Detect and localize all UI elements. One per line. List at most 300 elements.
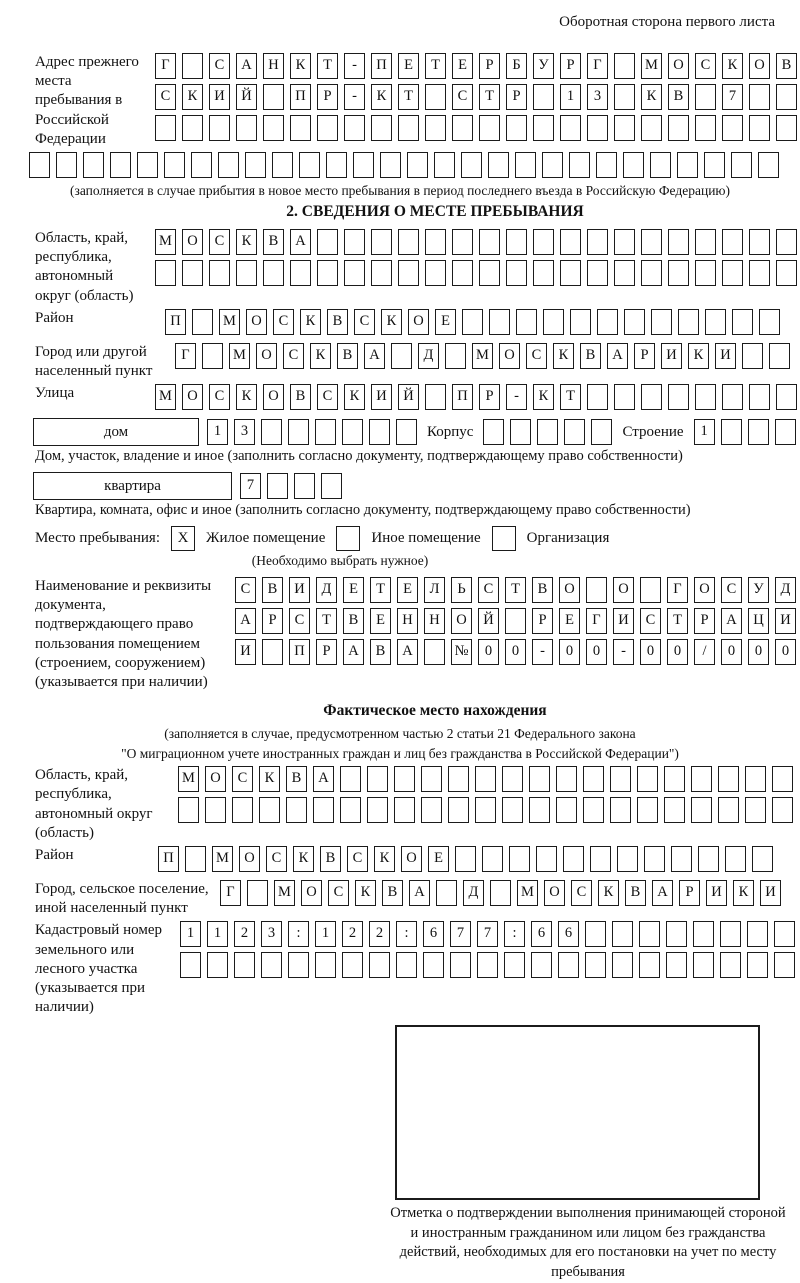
char-cell[interactable] xyxy=(668,115,689,141)
char-cell[interactable] xyxy=(639,921,660,947)
char-cell[interactable]: 0 xyxy=(721,639,742,665)
char-cell[interactable]: Й xyxy=(236,84,257,110)
char-cell[interactable] xyxy=(698,846,719,872)
char-cell[interactable] xyxy=(369,952,390,978)
char-cell[interactable] xyxy=(749,229,770,255)
char-cell[interactable] xyxy=(396,952,417,978)
char-cell[interactable] xyxy=(610,797,631,823)
char-cell[interactable] xyxy=(234,952,255,978)
checkbox-residential[interactable]: X xyxy=(171,526,195,551)
char-cell[interactable] xyxy=(263,260,284,286)
char-cell[interactable] xyxy=(155,115,176,141)
char-cell[interactable]: Р xyxy=(532,608,553,634)
char-cell[interactable]: С xyxy=(289,608,310,634)
char-cell[interactable] xyxy=(340,766,361,792)
char-cell[interactable]: С xyxy=(155,84,176,110)
char-cell[interactable] xyxy=(776,384,797,410)
char-cell[interactable]: К xyxy=(310,343,331,369)
char-cell[interactable]: Т xyxy=(560,384,581,410)
char-cell[interactable] xyxy=(695,229,716,255)
char-cell[interactable] xyxy=(452,229,473,255)
char-cell[interactable]: 0 xyxy=(775,639,796,665)
char-cell[interactable]: К xyxy=(598,880,619,906)
char-cell[interactable] xyxy=(509,846,530,872)
char-cell[interactable] xyxy=(617,846,638,872)
char-cell[interactable] xyxy=(267,473,288,499)
char-cell[interactable] xyxy=(263,115,284,141)
char-cell[interactable] xyxy=(236,115,257,141)
char-cell[interactable]: В xyxy=(580,343,601,369)
char-cell[interactable]: С xyxy=(640,608,661,634)
char-cell[interactable]: С xyxy=(695,53,716,79)
char-cell[interactable]: 0 xyxy=(586,639,607,665)
char-cell[interactable]: О xyxy=(239,846,260,872)
char-cell[interactable]: О xyxy=(246,309,267,335)
char-cell[interactable]: В xyxy=(776,53,797,79)
char-cell[interactable] xyxy=(668,260,689,286)
char-cell[interactable] xyxy=(666,952,687,978)
char-cell[interactable]: Ц xyxy=(748,608,769,634)
char-cell[interactable] xyxy=(313,797,334,823)
char-cell[interactable] xyxy=(742,343,763,369)
char-cell[interactable] xyxy=(425,229,446,255)
char-cell[interactable]: К xyxy=(344,384,365,410)
char-cell[interactable]: Р xyxy=(634,343,655,369)
char-cell[interactable]: Е xyxy=(397,577,418,603)
char-cell[interactable] xyxy=(745,766,766,792)
char-cell[interactable]: К xyxy=(688,343,709,369)
char-cell[interactable]: 6 xyxy=(558,921,579,947)
char-cell[interactable]: Г xyxy=(155,53,176,79)
char-cell[interactable] xyxy=(502,797,523,823)
char-cell[interactable] xyxy=(394,766,415,792)
char-cell[interactable] xyxy=(191,152,212,178)
char-cell[interactable] xyxy=(290,115,311,141)
char-cell[interactable]: Р xyxy=(316,639,337,665)
char-cell[interactable] xyxy=(202,343,223,369)
char-cell[interactable]: О xyxy=(749,53,770,79)
char-cell[interactable]: С xyxy=(347,846,368,872)
char-cell[interactable] xyxy=(641,384,662,410)
char-cell[interactable]: У xyxy=(748,577,769,603)
char-cell[interactable] xyxy=(436,880,457,906)
char-cell[interactable] xyxy=(752,846,773,872)
char-cell[interactable] xyxy=(587,260,608,286)
char-cell[interactable]: В xyxy=(382,880,403,906)
char-cell[interactable] xyxy=(340,797,361,823)
char-cell[interactable] xyxy=(774,921,795,947)
char-cell[interactable]: Т xyxy=(316,608,337,634)
char-cell[interactable]: 3 xyxy=(587,84,608,110)
char-cell[interactable] xyxy=(398,260,419,286)
char-cell[interactable]: Т xyxy=(317,53,338,79)
char-cell[interactable]: О xyxy=(205,766,226,792)
char-cell[interactable] xyxy=(705,309,726,335)
char-cell[interactable]: Т xyxy=(370,577,391,603)
char-cell[interactable] xyxy=(506,229,527,255)
char-cell[interactable]: 0 xyxy=(667,639,688,665)
char-cell[interactable]: 6 xyxy=(531,921,552,947)
char-cell[interactable] xyxy=(482,846,503,872)
char-cell[interactable] xyxy=(461,152,482,178)
char-cell[interactable] xyxy=(380,152,401,178)
char-cell[interactable]: К xyxy=(236,229,257,255)
char-cell[interactable]: / xyxy=(694,639,715,665)
char-cell[interactable] xyxy=(83,152,104,178)
char-cell[interactable]: 7 xyxy=(240,473,261,499)
char-cell[interactable]: Г xyxy=(587,53,608,79)
char-cell[interactable]: О xyxy=(559,577,580,603)
char-cell[interactable] xyxy=(695,84,716,110)
char-cell[interactable]: С xyxy=(526,343,547,369)
char-cell[interactable]: Р xyxy=(479,53,500,79)
char-cell[interactable]: Г xyxy=(175,343,196,369)
char-cell[interactable] xyxy=(110,152,131,178)
char-cell[interactable]: 1 xyxy=(694,419,715,445)
char-cell[interactable]: И xyxy=(661,343,682,369)
char-cell[interactable]: : xyxy=(396,921,417,947)
char-cell[interactable] xyxy=(666,921,687,947)
char-cell[interactable] xyxy=(398,229,419,255)
char-cell[interactable]: О xyxy=(301,880,322,906)
char-cell[interactable] xyxy=(288,419,309,445)
char-cell[interactable]: - xyxy=(613,639,634,665)
char-cell[interactable] xyxy=(209,260,230,286)
char-cell[interactable]: К xyxy=(300,309,321,335)
char-cell[interactable]: О xyxy=(544,880,565,906)
char-cell[interactable]: С xyxy=(452,84,473,110)
char-cell[interactable] xyxy=(614,229,635,255)
char-cell[interactable]: И xyxy=(209,84,230,110)
char-cell[interactable]: Т xyxy=(667,608,688,634)
char-cell[interactable] xyxy=(558,952,579,978)
char-cell[interactable] xyxy=(421,797,442,823)
char-cell[interactable] xyxy=(533,84,554,110)
char-cell[interactable] xyxy=(489,309,510,335)
char-cell[interactable] xyxy=(640,577,661,603)
char-cell[interactable]: К xyxy=(722,53,743,79)
char-cell[interactable] xyxy=(425,260,446,286)
char-cell[interactable]: С xyxy=(354,309,375,335)
char-cell[interactable] xyxy=(326,152,347,178)
char-cell[interactable] xyxy=(664,766,685,792)
char-cell[interactable]: О xyxy=(451,608,472,634)
char-cell[interactable]: П xyxy=(290,84,311,110)
char-cell[interactable]: С xyxy=(571,880,592,906)
char-cell[interactable] xyxy=(192,309,213,335)
char-cell[interactable] xyxy=(536,846,557,872)
char-cell[interactable]: О xyxy=(256,343,277,369)
char-cell[interactable] xyxy=(614,53,635,79)
char-cell[interactable] xyxy=(317,260,338,286)
char-cell[interactable]: С xyxy=(328,880,349,906)
char-cell[interactable]: М xyxy=(155,384,176,410)
char-cell[interactable]: Д xyxy=(316,577,337,603)
char-cell[interactable]: М xyxy=(517,880,538,906)
char-cell[interactable] xyxy=(396,419,417,445)
char-cell[interactable] xyxy=(344,260,365,286)
char-cell[interactable]: С xyxy=(266,846,287,872)
char-cell[interactable] xyxy=(731,152,752,178)
char-cell[interactable]: К xyxy=(236,384,257,410)
char-cell[interactable] xyxy=(182,115,203,141)
char-cell[interactable]: О xyxy=(263,384,284,410)
char-cell[interactable] xyxy=(342,952,363,978)
char-cell[interactable]: О xyxy=(182,229,203,255)
char-cell[interactable]: М xyxy=(219,309,240,335)
char-cell[interactable]: - xyxy=(344,84,365,110)
char-cell[interactable] xyxy=(614,84,635,110)
char-cell[interactable] xyxy=(585,921,606,947)
char-cell[interactable] xyxy=(586,577,607,603)
char-cell[interactable] xyxy=(490,880,511,906)
char-cell[interactable]: П xyxy=(158,846,179,872)
char-cell[interactable]: Д xyxy=(775,577,796,603)
char-cell[interactable]: 7 xyxy=(450,921,471,947)
char-cell[interactable] xyxy=(236,260,257,286)
char-cell[interactable] xyxy=(718,766,739,792)
char-cell[interactable]: П xyxy=(371,53,392,79)
char-cell[interactable] xyxy=(288,952,309,978)
char-cell[interactable] xyxy=(164,152,185,178)
char-cell[interactable] xyxy=(691,797,712,823)
char-cell[interactable] xyxy=(367,766,388,792)
char-cell[interactable] xyxy=(691,766,712,792)
char-cell[interactable] xyxy=(272,152,293,178)
char-cell[interactable]: - xyxy=(344,53,365,79)
char-cell[interactable] xyxy=(205,797,226,823)
char-cell[interactable]: 2 xyxy=(369,921,390,947)
char-cell[interactable] xyxy=(614,260,635,286)
char-cell[interactable] xyxy=(315,952,336,978)
char-cell[interactable]: П xyxy=(452,384,473,410)
char-cell[interactable] xyxy=(695,260,716,286)
char-cell[interactable] xyxy=(182,260,203,286)
char-cell[interactable]: 0 xyxy=(748,639,769,665)
char-cell[interactable] xyxy=(747,952,768,978)
char-cell[interactable]: В xyxy=(320,846,341,872)
char-cell[interactable]: 3 xyxy=(261,921,282,947)
char-cell[interactable] xyxy=(398,115,419,141)
char-cell[interactable] xyxy=(704,152,725,178)
char-cell[interactable] xyxy=(407,152,428,178)
char-cell[interactable]: № xyxy=(451,639,472,665)
flat-type-box[interactable] xyxy=(33,472,232,500)
char-cell[interactable]: - xyxy=(506,384,527,410)
char-cell[interactable]: В xyxy=(370,639,391,665)
char-cell[interactable]: Р xyxy=(262,608,283,634)
char-cell[interactable] xyxy=(722,115,743,141)
char-cell[interactable] xyxy=(721,419,742,445)
char-cell[interactable]: А xyxy=(290,229,311,255)
char-cell[interactable]: И xyxy=(760,880,781,906)
char-cell[interactable] xyxy=(425,84,446,110)
char-cell[interactable]: Р xyxy=(679,880,700,906)
char-cell[interactable]: С xyxy=(209,53,230,79)
char-cell[interactable]: Й xyxy=(478,608,499,634)
char-cell[interactable]: 0 xyxy=(559,639,580,665)
char-cell[interactable] xyxy=(644,846,665,872)
char-cell[interactable]: Е xyxy=(398,53,419,79)
char-cell[interactable] xyxy=(56,152,77,178)
char-cell[interactable]: О xyxy=(613,577,634,603)
char-cell[interactable]: Е xyxy=(435,309,456,335)
char-cell[interactable] xyxy=(774,952,795,978)
char-cell[interactable] xyxy=(445,343,466,369)
char-cell[interactable] xyxy=(207,952,228,978)
char-cell[interactable] xyxy=(321,473,342,499)
char-cell[interactable]: А xyxy=(652,880,673,906)
char-cell[interactable]: А xyxy=(313,766,334,792)
char-cell[interactable] xyxy=(775,419,796,445)
char-cell[interactable] xyxy=(745,797,766,823)
char-cell[interactable] xyxy=(450,952,471,978)
char-cell[interactable] xyxy=(483,419,504,445)
char-cell[interactable] xyxy=(637,766,658,792)
char-cell[interactable] xyxy=(748,419,769,445)
char-cell[interactable]: А xyxy=(343,639,364,665)
char-cell[interactable] xyxy=(542,152,563,178)
char-cell[interactable] xyxy=(290,260,311,286)
char-cell[interactable] xyxy=(624,309,645,335)
char-cell[interactable]: А xyxy=(236,53,257,79)
char-cell[interactable] xyxy=(695,115,716,141)
char-cell[interactable]: 0 xyxy=(478,639,499,665)
char-cell[interactable]: С xyxy=(478,577,499,603)
char-cell[interactable] xyxy=(570,309,591,335)
char-cell[interactable]: К xyxy=(290,53,311,79)
char-cell[interactable] xyxy=(678,309,699,335)
char-cell[interactable] xyxy=(155,260,176,286)
char-cell[interactable] xyxy=(455,846,476,872)
char-cell[interactable]: А xyxy=(721,608,742,634)
char-cell[interactable]: 1 xyxy=(180,921,201,947)
char-cell[interactable]: Л xyxy=(424,577,445,603)
char-cell[interactable] xyxy=(587,384,608,410)
char-cell[interactable]: 1 xyxy=(207,419,228,445)
char-cell[interactable]: И xyxy=(289,577,310,603)
char-cell[interactable]: И xyxy=(235,639,256,665)
char-cell[interactable]: Д xyxy=(463,880,484,906)
char-cell[interactable] xyxy=(448,766,469,792)
char-cell[interactable] xyxy=(641,260,662,286)
char-cell[interactable]: О xyxy=(668,53,689,79)
char-cell[interactable] xyxy=(29,152,50,178)
char-cell[interactable] xyxy=(425,384,446,410)
char-cell[interactable] xyxy=(505,608,526,634)
char-cell[interactable] xyxy=(263,84,284,110)
char-cell[interactable]: Д xyxy=(418,343,439,369)
char-cell[interactable]: 1 xyxy=(315,921,336,947)
char-cell[interactable]: Т xyxy=(398,84,419,110)
char-cell[interactable]: А xyxy=(607,343,628,369)
char-cell[interactable]: В xyxy=(343,608,364,634)
char-cell[interactable] xyxy=(560,260,581,286)
char-cell[interactable]: М xyxy=(178,766,199,792)
char-cell[interactable]: К xyxy=(293,846,314,872)
char-cell[interactable] xyxy=(614,115,635,141)
char-cell[interactable] xyxy=(776,229,797,255)
house-type-box[interactable] xyxy=(33,418,199,446)
char-cell[interactable]: К xyxy=(259,766,280,792)
char-cell[interactable]: А xyxy=(397,639,418,665)
char-cell[interactable]: 1 xyxy=(207,921,228,947)
char-cell[interactable]: В xyxy=(327,309,348,335)
char-cell[interactable]: Й xyxy=(398,384,419,410)
char-cell[interactable] xyxy=(664,797,685,823)
char-cell[interactable]: К xyxy=(355,880,376,906)
char-cell[interactable] xyxy=(342,419,363,445)
char-cell[interactable] xyxy=(506,260,527,286)
char-cell[interactable] xyxy=(344,229,365,255)
char-cell[interactable]: Т xyxy=(479,84,500,110)
char-cell[interactable] xyxy=(537,419,558,445)
char-cell[interactable]: М xyxy=(472,343,493,369)
char-cell[interactable]: С xyxy=(273,309,294,335)
char-cell[interactable] xyxy=(421,766,442,792)
char-cell[interactable] xyxy=(749,260,770,286)
char-cell[interactable] xyxy=(371,229,392,255)
char-cell[interactable]: И xyxy=(613,608,634,634)
char-cell[interactable]: Т xyxy=(505,577,526,603)
char-cell[interactable]: Е xyxy=(343,577,364,603)
char-cell[interactable] xyxy=(720,921,741,947)
char-cell[interactable]: : xyxy=(504,921,525,947)
char-cell[interactable] xyxy=(261,419,282,445)
char-cell[interactable]: К xyxy=(733,880,754,906)
char-cell[interactable] xyxy=(720,952,741,978)
char-cell[interactable] xyxy=(533,260,554,286)
char-cell[interactable]: Н xyxy=(424,608,445,634)
char-cell[interactable] xyxy=(178,797,199,823)
char-cell[interactable]: С xyxy=(235,577,256,603)
char-cell[interactable] xyxy=(585,952,606,978)
char-cell[interactable]: Б xyxy=(506,53,527,79)
char-cell[interactable] xyxy=(182,53,203,79)
char-cell[interactable] xyxy=(677,152,698,178)
char-cell[interactable] xyxy=(488,152,509,178)
char-cell[interactable] xyxy=(515,152,536,178)
char-cell[interactable]: А xyxy=(235,608,256,634)
char-cell[interactable] xyxy=(560,115,581,141)
char-cell[interactable] xyxy=(245,152,266,178)
char-cell[interactable] xyxy=(732,309,753,335)
char-cell[interactable] xyxy=(529,797,550,823)
char-cell[interactable]: К xyxy=(533,384,554,410)
char-cell[interactable] xyxy=(371,260,392,286)
char-cell[interactable]: Р xyxy=(560,53,581,79)
char-cell[interactable] xyxy=(423,952,444,978)
char-cell[interactable]: К xyxy=(371,84,392,110)
char-cell[interactable] xyxy=(479,115,500,141)
char-cell[interactable] xyxy=(668,384,689,410)
char-cell[interactable]: С xyxy=(209,229,230,255)
char-cell[interactable]: Н xyxy=(397,608,418,634)
char-cell[interactable]: И xyxy=(715,343,736,369)
char-cell[interactable] xyxy=(315,419,336,445)
char-cell[interactable] xyxy=(651,309,672,335)
char-cell[interactable] xyxy=(650,152,671,178)
char-cell[interactable] xyxy=(671,846,692,872)
char-cell[interactable]: - xyxy=(532,639,553,665)
char-cell[interactable] xyxy=(185,846,206,872)
char-cell[interactable] xyxy=(776,115,797,141)
char-cell[interactable]: П xyxy=(165,309,186,335)
char-cell[interactable] xyxy=(668,229,689,255)
char-cell[interactable] xyxy=(180,952,201,978)
char-cell[interactable] xyxy=(587,229,608,255)
char-cell[interactable]: В xyxy=(286,766,307,792)
